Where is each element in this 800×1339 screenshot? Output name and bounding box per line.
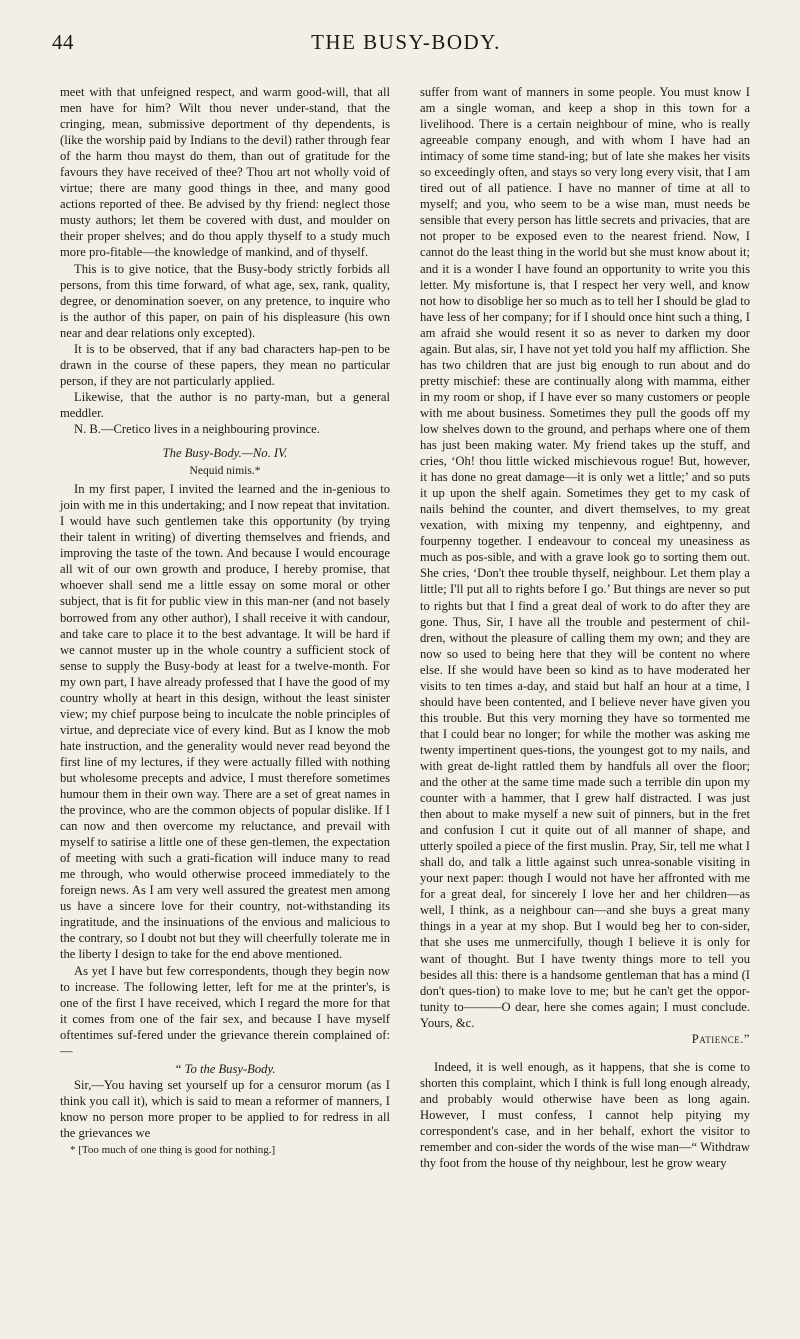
paragraph: As yet I have but few correspondents, though they begin now to increase. The following letter, left for me at the printer's, is one of the first I have received, which I regard the more for that it comes from one of the fair sex, and because I have myself oftentimes suf-fered under the grievance therein complained of:— bbox=[60, 963, 390, 1058]
letter-address: “ To the Busy-Body. bbox=[174, 1061, 276, 1076]
paragraph: Likewise, that the author is no party-man, but a general meddler. bbox=[60, 389, 390, 420]
letter-signature: Patience.” bbox=[691, 1031, 750, 1046]
paragraph: suffer from want of manners in some people. You must know I am a single woman, and keep a shop in this town for a livelihood. There is a certain neighbour of mine, who is really agreeable company enough, and with whom I have had an intimacy of some time stand-ing; but of late she makes her visits so exceedingly often, and stays so very long every visit, that I am tired out of all patience. I have no manner of time at all to myself; and you, who seem to be a wise man, must needs be sensible that every person has little secrets and privacies, that are not proper to be exposed even to the nearest friend. Now, I cannot do the least thing in the world but she must know about it; and it is a wonder I have found an opportunity to write you this letter. My misfortune is, that I respect her very well, and know not how to disoblige her so much as to tell her I should be glad to have less of her company; for if I should once hint such a thing, I am afraid she would resent it so as never to darken my door again. But alas, sir, I have not yet told you half my affliction. She has two children that are just big enough to run about and do pretty mischief: these are continually along with mamma, either in my room or shop, if I have ever so many customers or people with me about business. Sometimes they pull the goods off my low shelves down to the ground, and perhaps where one of them has just been making water. My friend takes up the stuff, and cries, ‘Oh! thou little wicked mischievous rogue! But, however, it has done no great damage—it is only wet a little;’ and so puts it up upon the shelf again. Sometimes they get to my cask of nails behind the counter, and divert themselves, to my great vexation, with mixing my tenpenny, and eightpenny, and fourpenny together. I endeavour to conceal my uneasiness as much as pos-sible, and with a grave look go to sorting them out. She cries, ‘Don't thee trouble thyself, neighbour. Let them play a little; I'll put all to rights before I go.’ But things are never so put to rights but that I find a great deal of work to do after they are gone. Thus, Sir, I have all the trouble and pesterment of chil-dren, without the pleasure of calling them my own; and they are now so used to being here that they will be content no where else. If she would have been so kind as to have moderated her visits to ten times a-day, and staid but half an hour at a time, I should have been contented, and I believe never have given you this trouble. But this very morning they have so tormented me that I could bear no longer; for while the mother was asking me twenty impertinent ques-tions, the youngest got to my nails, and with great de-light rattled them by handfuls all over the floor; and the other at the same time made such a terrible din upon my counter with a hammer, that I grew half distracted. I was just then about to make myself a new suit of pinners, but in the fret and confusion I cut it quite out of all manner of shape, and utterly spoiled a piece of the first muslin. Pray, Sir, tell me what I shall do, and talk a little against such unrea-sonable visiting in your next paper: though I would not have her affronted with me for a great deal, for sincerely I love her and her children—as well, I think, as a neighbour can—and she buys a great many things in a year at my shop. But I would beg her to con-sider, that she uses me unmercifully, though I believe it is only for want of thought. But I have twenty things more to tell you besides all this: there is a handsome gentleman that has a mind (I don't ques-tion) to make love to me; but he can't get the oppor-tunity to———O dear, here she comes again; I must conclude. Yours, &c. bbox=[420, 85, 750, 1030]
paragraph: meet with that unfeigned respect, and warm good-will, that all men have for him? Wilt thou never under-stand, that the cringing, mean, submissive deportment of thy dependents, is (like the worship paid by Indians to the devil) rather through fear of the harm thou mayst do them, than out of gratitude for the favours they have received of thee? Thou art not wholly void of virtue; there are many good things in thee, and many good actions reported of thee. Be advised by thy friend: neglect those musty authors; let them be covered with dust, and moulder on their proper shelves; and do thou apply thyself to a study much more pro-fitable—the knowledge of mankind, and of thyself. bbox=[60, 85, 390, 260]
paragraph: Indeed, it is well enough, as it happens, that she is come to shorten this complaint, which I think is full long enough already, and probably would otherwise have been as long again. However, I must confess, I cannot help pitying my correspondent's case, and in her behalf, exhort the visitor to remember and con-sider the words of the wise man—“ Withdraw thy foot from the house of thy neighbour, lest he grow weary bbox=[420, 1059, 750, 1171]
motto: Nequid nimis.* bbox=[189, 465, 261, 478]
paragraph: In my first paper, I invited the learned and the in-genious to join with me in this undertaking; and I now repeat that invitation. I would have such gentlemen take this opportunity (by trying their talent in writing) of diverting themselves and friends, and improving the taste of the town. And because I would encourage all wit of our own growth and produce, I hereby promise, that whoever shall send me a little essay on some moral or other subject, that is fit for public view in this man-ner (and not basely borrowed from any other author), I shall receive it with candour, and take care to place it to the best advantage. It will be hard if we cannot muster up in the whole country a sufficient stock of sense to supply the Busy-body at least for a twelve-month. For my own part, I have already professed that I have the good of my country wholly at heart in this design, without the least sinister view; my chief purpose being to inculcate the noble principles of virtue, and depreciate vice of every kind. But as I know the mob hate instruction, and the generality would never read beyond the first line of my lectures, if they were actually filled with nothing but wholesome precepts and advice, I must therefore sometimes humour them in their own way. There are a set of great names in the province, who are the common objects of popular dislike. If I can now and then overcome my reluctance, and prevail with myself to satirise a little one of these gen-tlemen, the expectation of meeting with such a grati-fication will induce many to read me through, who would otherwise proceed immediately to the foreign news. As I am very well assured the greatest men among us have a sincere love for their country, not-withstanding its ingratitude, and the insinuations of the envious and malicious to the contrary, so I doubt not but they will cheerfully tolerate me in the liberty I design to take for the end above mentioned. bbox=[60, 482, 390, 962]
paragraph: It is to be observed, that if any bad characters hap-pen to be drawn in the course of these papers, they mean no particular person, if they are not particularly applied. bbox=[60, 341, 390, 388]
footnote: * [Too much of one thing is good for nothing.] bbox=[70, 1144, 276, 1157]
section-title: The Busy-Body.—No. IV. bbox=[162, 446, 288, 461]
paragraph: N. B.—Cretico lives in a neighbouring province. bbox=[74, 421, 320, 436]
left-column bbox=[60, 84, 390, 1158]
page-number: 44 bbox=[52, 30, 74, 54]
running-title: THE BUSY-BODY. bbox=[311, 30, 501, 54]
running-header bbox=[52, 22, 760, 62]
paragraph: Sir,—You having set yourself up for a censuror morum (as I think you call it), which is said to mean a reformer of manners, I know no person more proper to be applied to for redress in all the grievances we bbox=[60, 1077, 390, 1140]
paragraph: This is to give notice, that the Busy-body strictly forbids all persons, from this time forward, of what age, sex, rank, quality, degree, or denomination soever, on any pretence, to inquire who is the author of this paper, on pain of his displeasure (his own near and dear relations only excepted). bbox=[60, 261, 390, 340]
right-column bbox=[420, 84, 750, 1171]
